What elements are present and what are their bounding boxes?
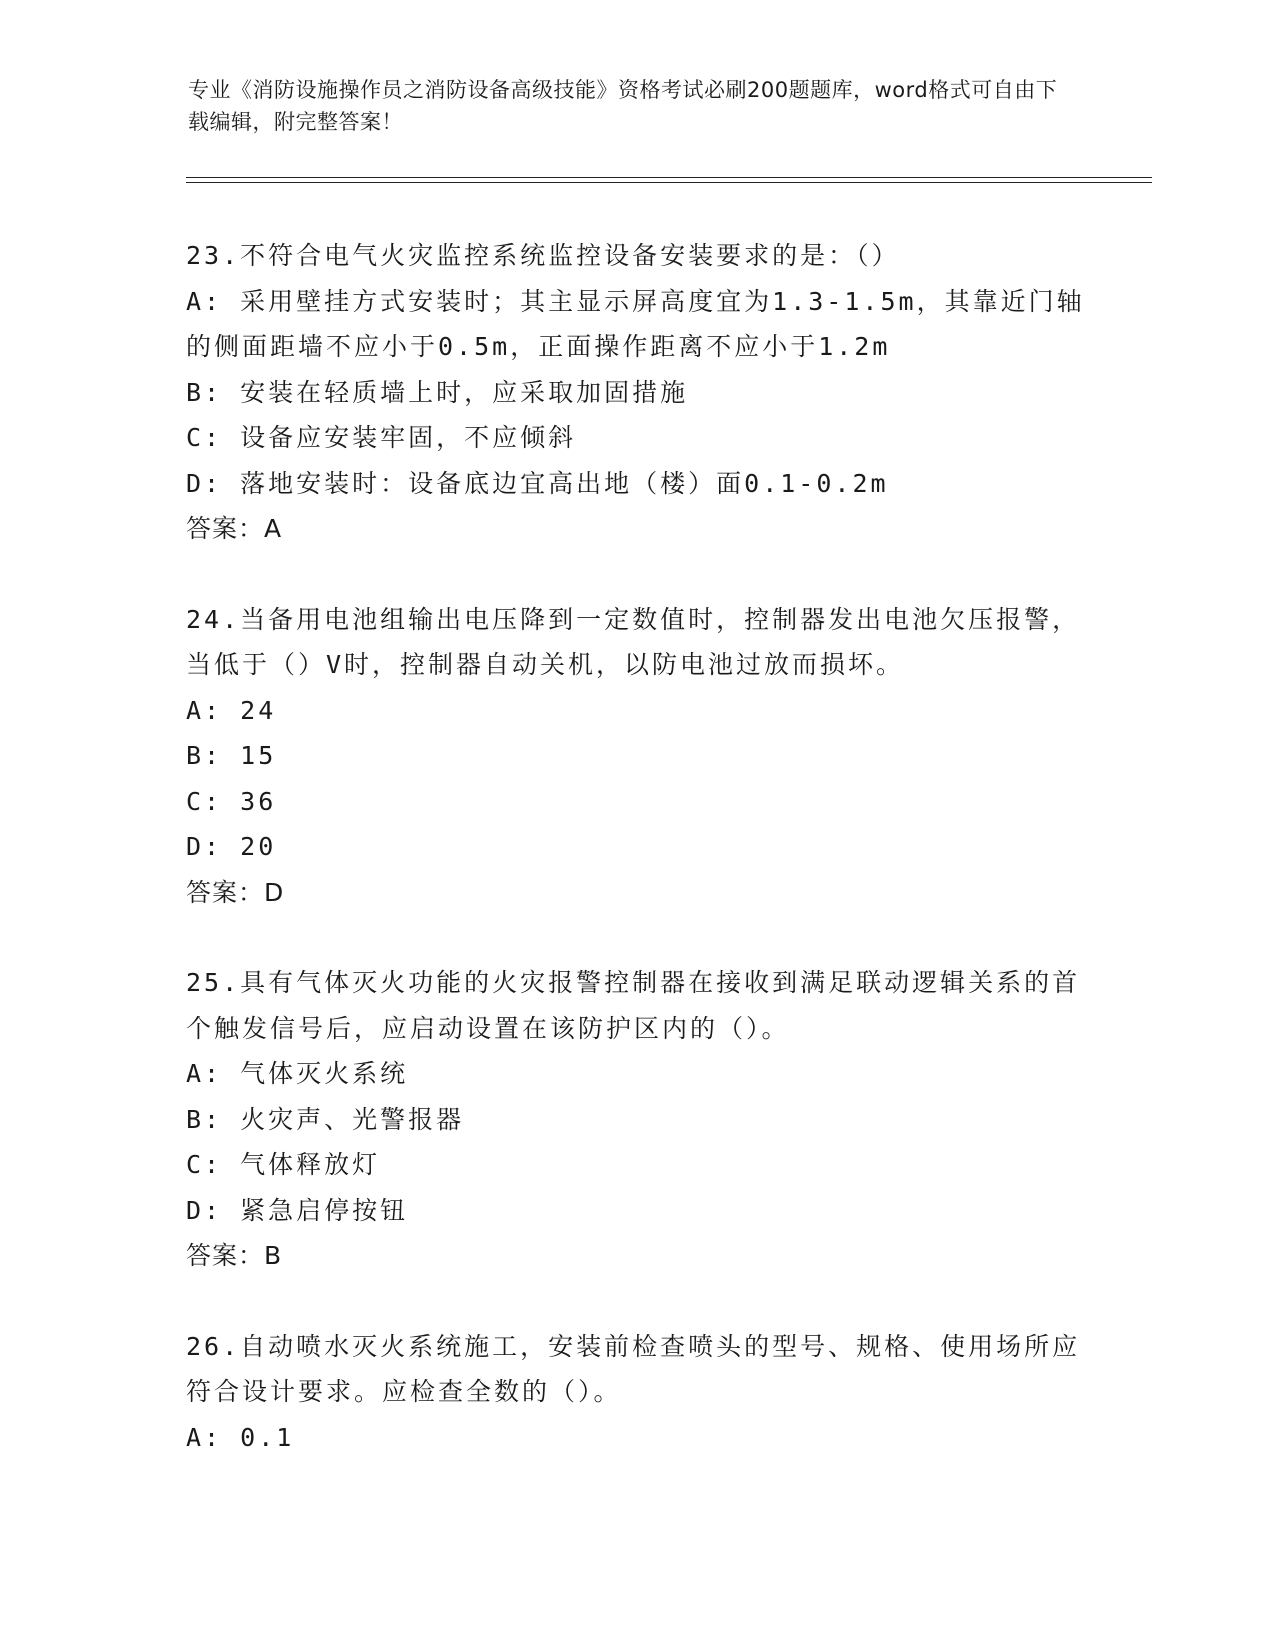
question-25 bbox=[186, 960, 1086, 1279]
option-a: A: 24 bbox=[186, 695, 277, 725]
question-23 bbox=[186, 233, 1086, 552]
option-d: D: 落地安装时：设备底边宜高出地（楼）面0.1-0.2m bbox=[186, 468, 889, 498]
question-stem: 26.自动喷水灭火系统施工，安装前检查喷头的型号、规格、使用场所应符合设计要求。应检查全数的（）。 bbox=[186, 1331, 1081, 1406]
option-a: A: 气体灭火系统 bbox=[186, 1059, 409, 1088]
document-header bbox=[188, 74, 1068, 138]
header-rule-bottom bbox=[186, 182, 1152, 183]
question-26 bbox=[186, 1324, 1086, 1461]
option-d: D: 紧急启停按钮 bbox=[186, 1195, 409, 1225]
question-24 bbox=[186, 597, 1086, 916]
option-a: A: 0.1 bbox=[186, 1422, 295, 1452]
option-d: D: 20 bbox=[186, 832, 277, 861]
option-b: B: 15 bbox=[186, 741, 277, 770]
answer: 答案：D bbox=[186, 877, 285, 907]
question-stem: 24.当备用电池组输出电压降到一定数值时，控制器发出电池欠压报警，当低于（）V时，控制器自动关机，以防电池过放而损坏。 bbox=[186, 604, 1081, 679]
answer: 答案：B bbox=[186, 1241, 283, 1270]
option-a: A: 采用壁挂方式安装时；其主显示屏高度宜为1.3-1.5m，其靠近门轴的侧面距墙不应小于0.5m，正面操作距离不应小于1.2m bbox=[186, 286, 1085, 361]
option-b: B: 火灾声、光警报器 bbox=[186, 1104, 465, 1134]
option-c: C: 设备应安装牢固，不应倾斜 bbox=[186, 423, 577, 452]
question-stem: 23.不符合电气火灾监控系统监控设备安装要求的是：（） bbox=[186, 241, 900, 270]
question-stem: 25.具有气体灭火功能的火灾报警控制器在接收到满足联动逻辑关系的首个触发信号后，应启动设置在该防护区内的（）。 bbox=[186, 968, 1081, 1043]
question-list bbox=[186, 233, 1086, 1505]
option-b: B: 安装在轻质墙上时，应采取加固措施 bbox=[186, 377, 689, 407]
answer: 答案：A bbox=[186, 514, 283, 543]
option-c: C: 36 bbox=[186, 786, 277, 816]
header-text: 专业《消防设施操作员之消防设备高级技能》资格考试必刷200题题库，word格式可自由下载编辑，附完整答案！ bbox=[188, 78, 1058, 134]
header-rule-top bbox=[186, 177, 1152, 178]
option-c: C: 气体释放灯 bbox=[186, 1150, 381, 1179]
